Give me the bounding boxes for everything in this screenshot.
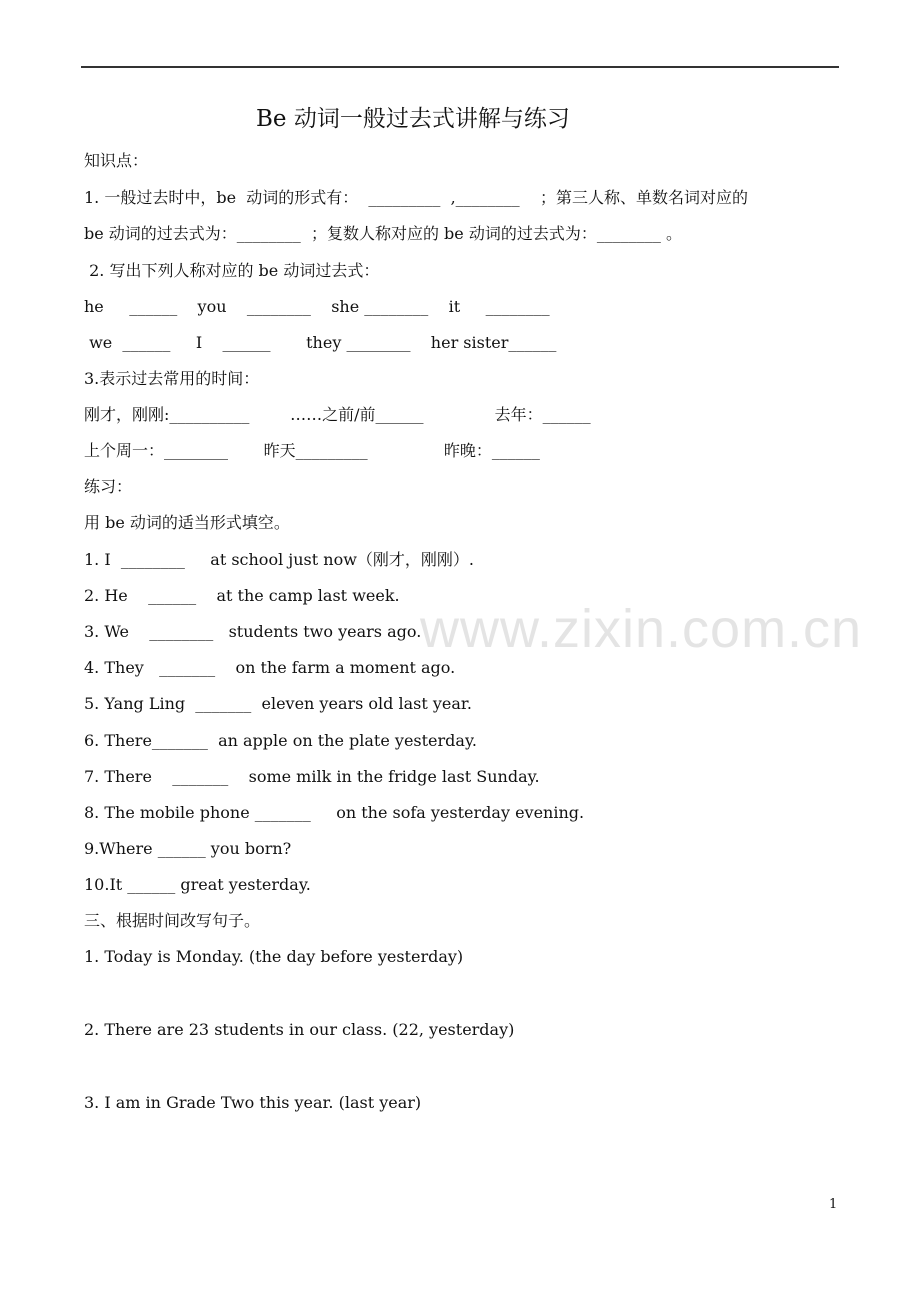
header-rule <box>81 66 839 68</box>
exercise-item: 9.Where ______ you born? <box>84 839 292 858</box>
text-line: 用 be 动词的适当形式填空。 <box>84 513 290 532</box>
exercise-item: 2. He ______ at the camp last week. <box>84 586 400 605</box>
text-line: be 动词的过去式为：________ ；复数人称对应的 be 动词的过去式为：________ 。 <box>84 224 682 243</box>
page-title: Be 动词一般过去式讲解与练习 <box>256 106 570 132</box>
text-line: 刚才，刚刚:__________ ……之前/前______ 去年：______ <box>84 405 591 424</box>
exercise-item: 8. The mobile phone _______ on the sofa yesterday evening. <box>84 803 585 822</box>
section-heading: 三、根据时间改写句子。 <box>84 911 261 930</box>
exercise-item: 6. There_______ an apple on the plate yesterday. <box>84 731 477 750</box>
exercise-item: 3. We ________ students two years ago. <box>84 622 422 641</box>
exercise-item: 10.It ______ great yesterday. <box>84 875 311 894</box>
text-line: 上个周一：________ 昨天_________ 昨晚：______ <box>84 441 540 460</box>
section-heading: 练习： <box>84 477 133 496</box>
text-line: he ______ you ________ she ________ it ________ <box>84 297 550 316</box>
exercise-item: 7. There _______ some milk in the fridge last Sunday. <box>84 767 540 786</box>
exercise-item: 2. There are 23 students in our class. (22, yesterday) <box>84 1020 515 1039</box>
exercise-item: 3. I am in Grade Two this year. (last year) <box>84 1093 422 1112</box>
page-number: 1 <box>829 1197 838 1212</box>
exercise-item: 1. Today is Monday. (the day before yesterday) <box>84 947 464 966</box>
text-line: 3.表示过去常用的时间： <box>84 369 260 388</box>
watermark: www.zixin.com.cn <box>420 599 863 659</box>
exercise-item: 4. They _______ on the farm a moment ago. <box>84 658 456 677</box>
text-line: we ______ I ______ they ________ her sister______ <box>84 333 557 352</box>
exercise-item: 1. I ________ at school just now（刚才，刚刚）. <box>84 550 474 569</box>
text-line: 1. 一般过去时中，be 动词的形式有： _________ ,________ ；第三人称、单数名词对应的 <box>84 188 749 207</box>
text-line: 2. 写出下列人称对应的 be 动词过去式： <box>84 261 380 280</box>
exercise-item: 5. Yang Ling _______ eleven years old last year. <box>84 694 472 713</box>
section-heading: 知识点： <box>84 151 149 170</box>
